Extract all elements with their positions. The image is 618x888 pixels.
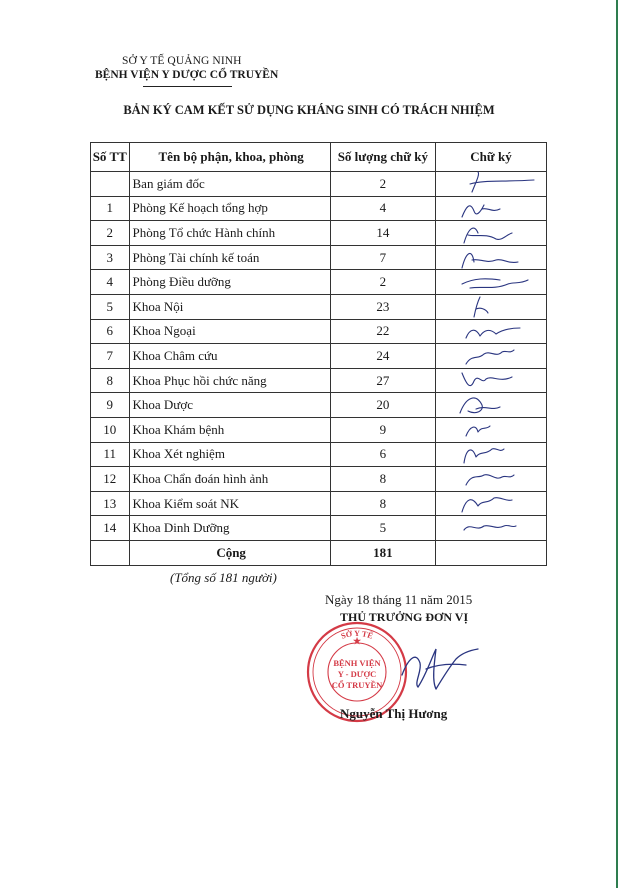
row-name: Khoa Nội — [129, 294, 330, 319]
handwritten-signature — [436, 516, 548, 540]
row-signature — [436, 245, 547, 270]
svg-text:★: ★ — [352, 636, 362, 646]
row-name: Khoa Chẩn đoán hình ảnh — [129, 467, 330, 492]
row-stt: 9 — [91, 393, 130, 418]
handwritten-signature — [436, 393, 548, 417]
row-signature — [436, 442, 547, 467]
row-signature — [436, 344, 547, 369]
table-row — [91, 344, 547, 369]
commitment-table — [90, 142, 547, 566]
handwritten-signature — [436, 443, 548, 467]
table-row — [91, 270, 547, 295]
header-count: Số lượng chữ ký — [330, 143, 435, 172]
table-row — [91, 368, 547, 393]
table-row — [91, 442, 547, 467]
head-title: THỦ TRƯỞNG ĐƠN VỊ — [340, 610, 469, 624]
row-signature — [436, 393, 547, 418]
row-count: 27 — [330, 368, 435, 393]
table-row — [91, 516, 547, 541]
handwritten-signature — [436, 492, 548, 516]
stamp-top-text: SỞ Y TẾ — [339, 628, 375, 641]
row-count: 24 — [330, 344, 435, 369]
row-stt: 4 — [91, 270, 130, 295]
header-name: Tên bộ phận, khoa, phòng — [129, 143, 330, 172]
stamp-line-3: CỔ TRUYỀN — [331, 680, 383, 690]
row-count: 5 — [330, 516, 435, 541]
row-stt: 2 — [91, 221, 130, 246]
stamp-line-1: BỆNH VIỆN — [333, 658, 381, 668]
row-signature — [436, 294, 547, 319]
row-name: Khoa Ngoại — [129, 319, 330, 344]
table-row — [91, 172, 547, 197]
row-stt: 10 — [91, 417, 130, 442]
handwritten-signature — [436, 369, 548, 393]
total-note: (Tổng số 181 người) — [170, 570, 277, 585]
row-count: 9 — [330, 417, 435, 442]
row-stt — [91, 172, 130, 197]
row-count: 20 — [330, 393, 435, 418]
signer-name: Nguyễn Thị Hương — [340, 706, 448, 721]
row-stt: 3 — [91, 245, 130, 270]
row-stt: 8 — [91, 368, 130, 393]
row-name: Khoa Kiểm soát NK — [129, 491, 330, 516]
row-name: Phòng Kế hoạch tổng hợp — [129, 196, 330, 221]
hospital-underline — [143, 86, 232, 87]
table-row — [91, 393, 547, 418]
handwritten-signature — [436, 344, 548, 368]
table-row — [91, 417, 547, 442]
row-signature — [436, 319, 547, 344]
handwritten-signature — [436, 221, 548, 245]
row-stt: 6 — [91, 319, 130, 344]
handwritten-signature — [436, 418, 548, 442]
header-signature: Chữ ký — [436, 143, 547, 172]
table-row — [91, 491, 547, 516]
handwritten-signature — [436, 172, 548, 196]
row-name: Khoa Dược — [129, 393, 330, 418]
row-signature — [436, 172, 547, 197]
row-name: Khoa Xét nghiệm — [129, 442, 330, 467]
document-title: BẢN KÝ CAM KẾT SỬ DỤNG KHÁNG SINH CÓ TRÁCH NHIỆM — [123, 103, 495, 117]
total-count: 181 — [330, 540, 435, 565]
row-signature — [436, 491, 547, 516]
table-row — [91, 245, 547, 270]
row-count: 2 — [330, 172, 435, 197]
row-stt: 13 — [91, 491, 130, 516]
stamp-line-2: Y - DƯỢC — [337, 669, 377, 679]
row-stt: 12 — [91, 467, 130, 492]
row-signature — [436, 368, 547, 393]
table-row — [91, 196, 547, 221]
row-name: Ban giám đốc — [129, 172, 330, 197]
total-signature — [436, 540, 547, 565]
table-row — [91, 319, 547, 344]
handwritten-signature — [436, 320, 548, 344]
handwritten-signature — [436, 467, 548, 491]
row-count: 6 — [330, 442, 435, 467]
row-count: 2 — [330, 270, 435, 295]
row-stt: 14 — [91, 516, 130, 541]
row-signature — [436, 417, 547, 442]
row-signature — [436, 196, 547, 221]
table-row — [91, 294, 547, 319]
row-name: Khoa Phục hồi chức năng — [129, 368, 330, 393]
row-count: 4 — [330, 196, 435, 221]
table-header-row — [91, 143, 547, 172]
row-stt: 7 — [91, 344, 130, 369]
table-row — [91, 221, 547, 246]
row-name: Khoa Khám bệnh — [129, 417, 330, 442]
row-count: 23 — [330, 294, 435, 319]
row-count: 8 — [330, 491, 435, 516]
total-stt — [91, 540, 130, 565]
row-stt: 11 — [91, 442, 130, 467]
row-count: 14 — [330, 221, 435, 246]
handwritten-signature — [436, 197, 548, 221]
row-count: 7 — [330, 245, 435, 270]
handwritten-signature — [436, 295, 548, 319]
row-signature — [436, 516, 547, 541]
header-stt: Số TT — [91, 143, 130, 172]
row-stt: 1 — [91, 196, 130, 221]
row-name: Khoa Châm cứu — [129, 344, 330, 369]
row-count: 22 — [330, 319, 435, 344]
date-line: Ngày 18 tháng 11 năm 2015 — [325, 592, 473, 607]
row-stt: 5 — [91, 294, 130, 319]
hospital-name: BỆNH VIỆN Y DƯỢC CỔ TRUYỀN — [95, 69, 279, 81]
row-signature — [436, 221, 547, 246]
row-name: Phòng Tài chính kế toán — [129, 245, 330, 270]
head-signature — [396, 635, 486, 700]
table-row — [91, 467, 547, 492]
row-name: Phòng Điều dưỡng — [129, 270, 330, 295]
row-count: 8 — [330, 467, 435, 492]
ministry-name: SỞ Y TẾ QUẢNG NINH — [122, 55, 242, 67]
handwritten-signature — [436, 246, 548, 270]
row-name: Khoa Dinh Dưỡng — [129, 516, 330, 541]
table-total-row — [91, 540, 547, 565]
row-name: Phòng Tổ chức Hành chính — [129, 221, 330, 246]
handwritten-signature — [436, 270, 548, 294]
total-label: Cộng — [129, 540, 330, 565]
row-signature — [436, 467, 547, 492]
row-signature — [436, 270, 547, 295]
